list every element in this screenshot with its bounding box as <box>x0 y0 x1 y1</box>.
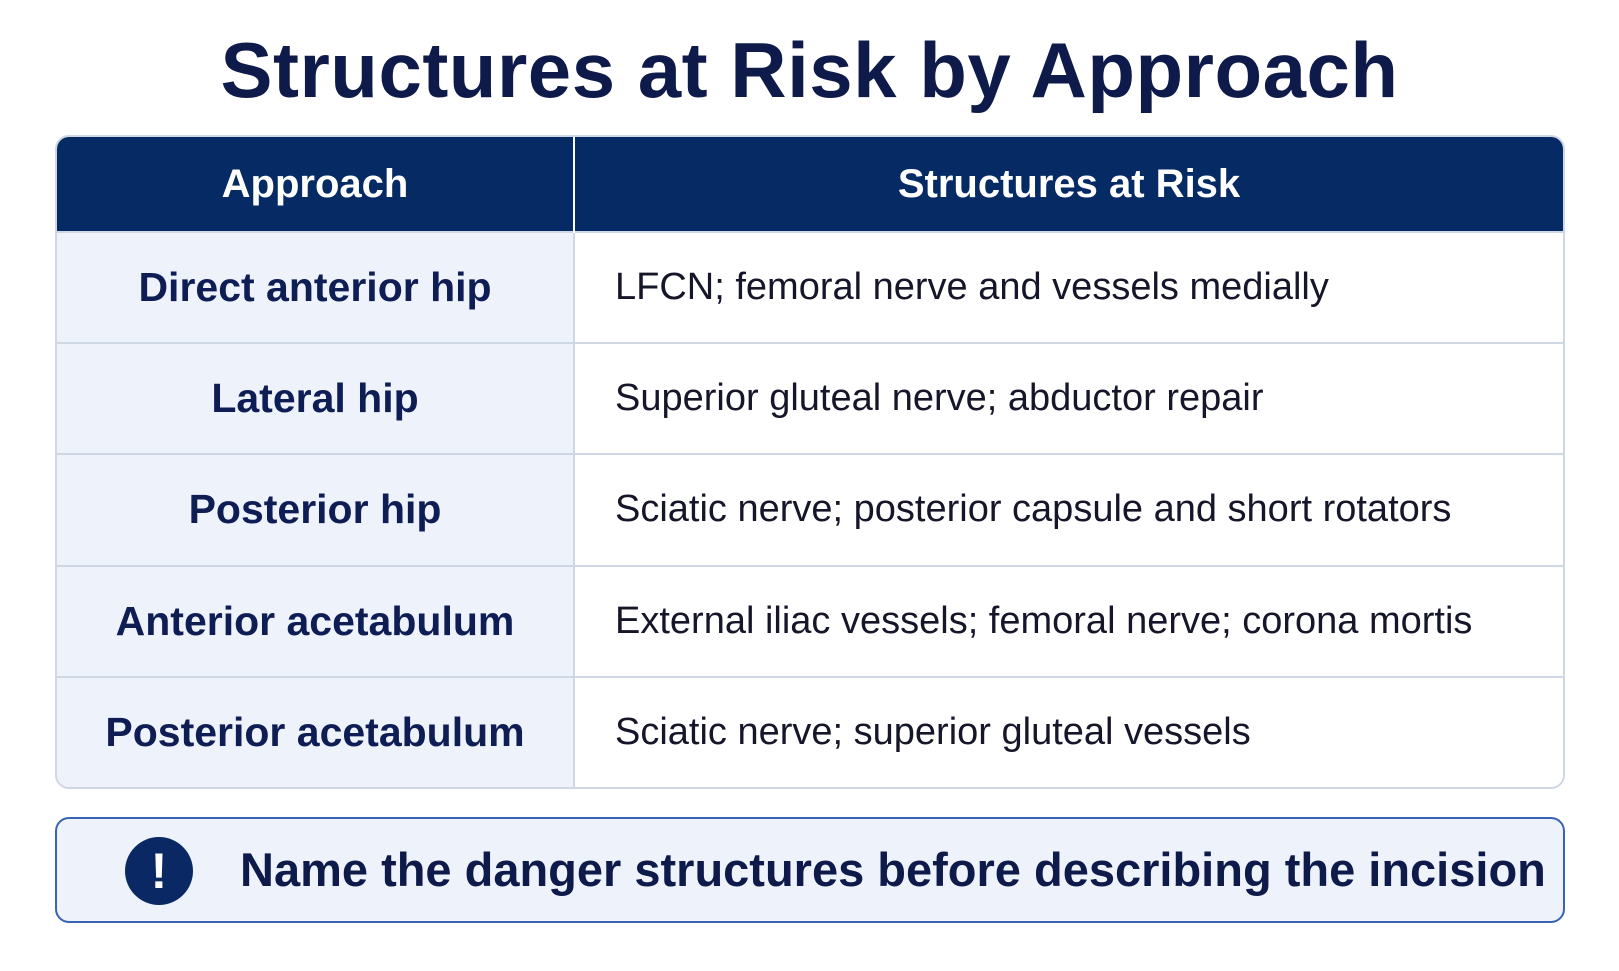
approach-cell: Anterior acetabulum <box>57 566 574 677</box>
exclamation-icon: ! <box>125 837 193 905</box>
risk-cell: Sciatic nerve; posterior capsule and short rotators <box>574 454 1563 565</box>
structures-table <box>57 137 1563 787</box>
structures-table-container <box>55 135 1565 789</box>
column-header-approach: Approach <box>57 137 574 232</box>
column-header-structures: Structures at Risk <box>574 137 1563 232</box>
table-row <box>57 232 1563 343</box>
approach-cell: Lateral hip <box>57 343 574 454</box>
risk-cell: LFCN; femoral nerve and vessels medially <box>574 232 1563 343</box>
table-header-row <box>57 137 1563 232</box>
table-row <box>57 566 1563 677</box>
callout-text: Name the danger structures before describing the incision <box>240 843 1546 896</box>
table-row <box>57 677 1563 787</box>
approach-cell: Posterior acetabulum <box>57 677 574 787</box>
risk-cell: External iliac vessels; femoral nerve; corona mortis <box>574 566 1563 677</box>
approach-cell: Posterior hip <box>57 454 574 565</box>
risk-cell: Superior gluteal nerve; abductor repair <box>574 343 1563 454</box>
tip-callout <box>55 817 1565 923</box>
risk-cell: Sciatic nerve; superior gluteal vessels <box>574 677 1563 787</box>
table-row <box>57 454 1563 565</box>
table-row <box>57 343 1563 454</box>
page-title: Structures at Risk by Approach <box>220 26 1399 114</box>
approach-cell: Direct anterior hip <box>57 232 574 343</box>
